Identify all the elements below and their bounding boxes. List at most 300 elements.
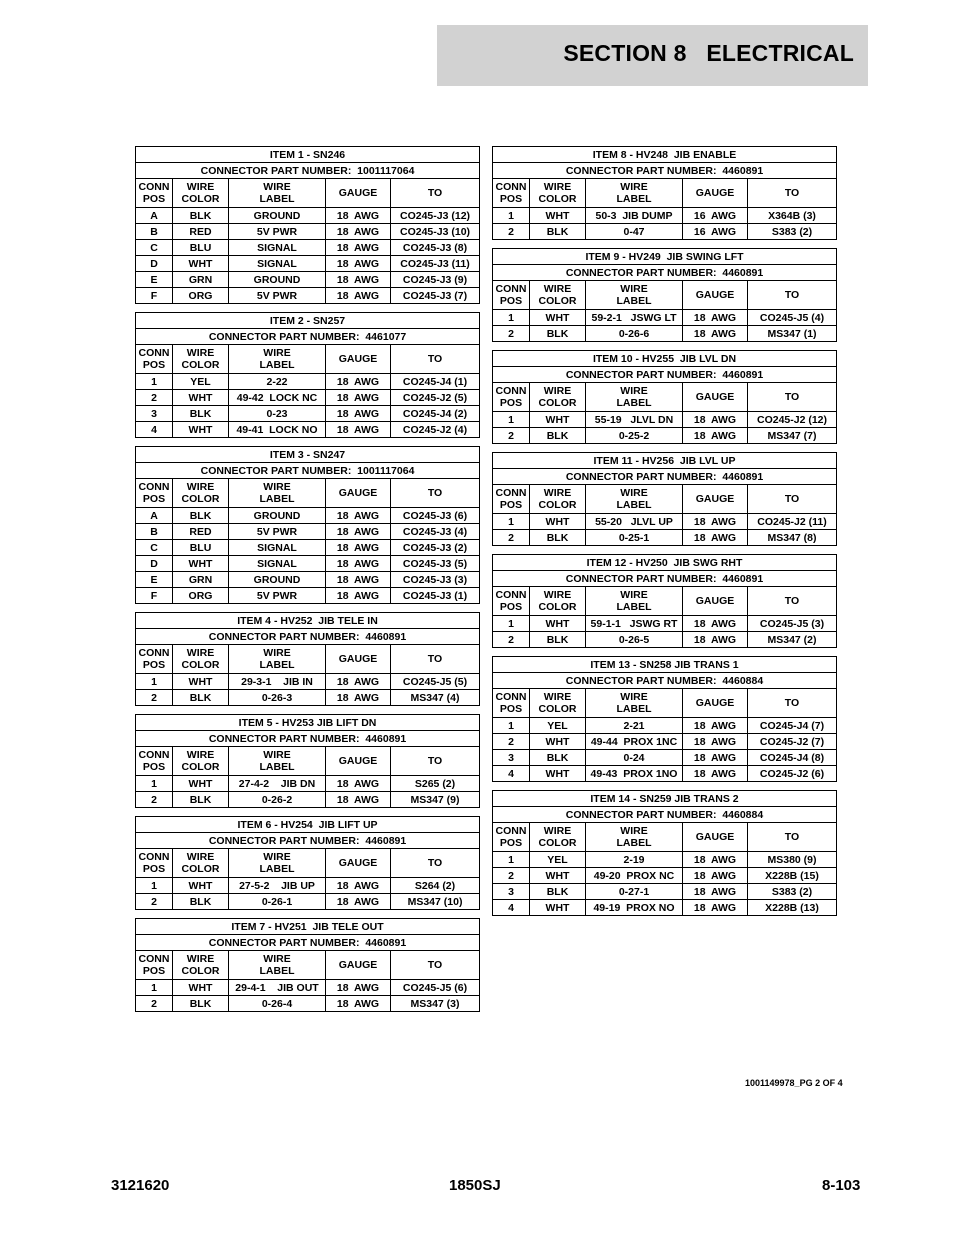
table-title-row [136,919,480,935]
table-title-row [493,351,837,367]
footer-page-number: 8-103 [822,1177,861,1194]
table-title: ITEM 12 - HV250 JIB SWG RHT [493,555,837,571]
table-cell: WHT [530,734,586,750]
table-cell: 2 [136,894,173,910]
table-cell: RED [173,224,229,240]
table-cell: 18 AWG [326,256,391,272]
table-cell: 18 AWG [326,540,391,556]
table-cell: 2 [493,632,530,648]
table-cell: SIGNAL [229,240,326,256]
part-number-row [136,833,480,849]
table-cell: 16 AWG [683,208,748,224]
table-row [493,852,837,868]
table-cell: BLK [530,530,586,546]
column-header: WIRE LABEL [586,587,683,616]
column-header: WIRE COLOR [530,179,586,208]
column-header: TO [748,587,837,616]
table-cell: BLK [173,406,229,422]
table-cell: 55-20 JLVL UP [586,514,683,530]
table-cell: 2-21 [586,718,683,734]
table-cell: BLK [530,224,586,240]
table-title-row [493,147,837,163]
table-cell: 18 AWG [326,776,391,792]
table-row [493,750,837,766]
column-header-row [136,645,480,674]
table-title: ITEM 6 - HV254 JIB LIFT UP [136,817,480,833]
table-cell: 18 AWG [326,390,391,406]
part-number-row [136,463,480,479]
table-title-row [493,657,837,673]
connector-part-number: CONNECTOR PART NUMBER: 4460891 [493,469,837,485]
table-cell: GRN [173,272,229,288]
table-cell: S265 (2) [391,776,480,792]
column-header: WIRE LABEL [229,849,326,878]
table-cell: 2 [493,326,530,342]
column-header: WIRE COLOR [530,281,586,310]
column-header: GAUGE [683,383,748,412]
column-header: CONN POS [136,179,173,208]
table-cell: 0-26-6 [586,326,683,342]
table-cell: SIGNAL [229,540,326,556]
table-cell: 18 AWG [326,224,391,240]
table-row [493,530,837,546]
table-cell: 2 [493,428,530,444]
column-header: CONN POS [493,485,530,514]
connector-part-number: CONNECTOR PART NUMBER: 4460891 [493,367,837,383]
table-cell: 18 AWG [326,588,391,604]
table-cell: CO245-J3 (6) [391,508,480,524]
table-cell: CO245-J4 (1) [391,374,480,390]
column-header: WIRE LABEL [586,689,683,718]
connector-part-number: CONNECTOR PART NUMBER: 1001117064 [136,163,480,179]
table-cell: WHT [530,766,586,782]
table-cell: 18 AWG [683,412,748,428]
part-number-row [136,731,480,747]
table-cell: BLK [530,428,586,444]
table-row [136,422,480,438]
table-cell: 1 [136,878,173,894]
table-cell: CO245-J3 (10) [391,224,480,240]
table-cell: MS347 (7) [748,428,837,444]
table-cell: 18 AWG [326,878,391,894]
table-cell: 4 [493,766,530,782]
table-cell: 2 [136,690,173,706]
table-cell: BLU [173,240,229,256]
table-cell: 18 AWG [326,208,391,224]
table-cell: 0-24 [586,750,683,766]
table-cell: BLK [530,632,586,648]
connector-part-number: CONNECTOR PART NUMBER: 4460891 [493,571,837,587]
table-cell: 5V PWR [229,224,326,240]
table-cell: CO245-J3 (4) [391,524,480,540]
table-cell: MS347 (8) [748,530,837,546]
column-header: TO [391,849,480,878]
table-cell: 18 AWG [683,326,748,342]
column-header: CONN POS [136,645,173,674]
table-cell: WHT [173,556,229,572]
table-cell: 2 [136,996,173,1012]
table-cell: CO245-J5 (6) [391,980,480,996]
column-header: WIRE COLOR [530,383,586,412]
table-row [136,390,480,406]
table-cell: F [136,588,173,604]
table-row [493,326,837,342]
table-cell: 1 [493,616,530,632]
table-cell: GRN [173,572,229,588]
table-cell: CO245-J2 (12) [748,412,837,428]
table-cell: BLK [173,208,229,224]
column-header: GAUGE [683,485,748,514]
table-cell: B [136,224,173,240]
table-cell: 18 AWG [683,310,748,326]
table-cell: X228B (15) [748,868,837,884]
table-cell: 2 [493,734,530,750]
table-cell: 16 AWG [683,224,748,240]
part-number-row [493,367,837,383]
table-row [136,556,480,572]
part-number-row [493,571,837,587]
table-cell: 18 AWG [326,508,391,524]
table-cell: 1 [136,980,173,996]
table-title: ITEM 5 - HV253 JIB LIFT DN [136,715,480,731]
column-header: GAUGE [683,689,748,718]
connector-table [135,612,480,706]
table-title-row [493,555,837,571]
table-cell: 18 AWG [683,530,748,546]
table-cell: WHT [173,422,229,438]
column-header: WIRE LABEL [586,281,683,310]
table-cell: 18 AWG [326,996,391,1012]
column-header-row [493,823,837,852]
table-cell: CO245-J3 (2) [391,540,480,556]
column-header: GAUGE [326,479,391,508]
table-cell: CO245-J2 (7) [748,734,837,750]
table-cell: BLK [173,792,229,808]
table-cell: 18 AWG [326,980,391,996]
table-cell: MS347 (3) [391,996,480,1012]
table-cell: 18 AWG [683,514,748,530]
table-cell: 18 AWG [683,632,748,648]
table-cell: CO245-J5 (4) [748,310,837,326]
column-header: TO [391,479,480,508]
table-row [136,996,480,1012]
table-row [136,878,480,894]
table-cell: 18 AWG [326,288,391,304]
column-header: WIRE LABEL [229,479,326,508]
table-cell: CO245-J3 (3) [391,572,480,588]
table-cell: WHT [530,412,586,428]
column-header: WIRE LABEL [586,485,683,514]
table-row [136,894,480,910]
table-row [136,572,480,588]
table-cell: F [136,288,173,304]
table-cell: 1 [493,412,530,428]
table-cell: 49-41 LOCK NO [229,422,326,438]
table-cell: 18 AWG [683,868,748,884]
connector-part-number: CONNECTOR PART NUMBER: 4460891 [493,265,837,281]
column-header: TO [748,179,837,208]
table-title: ITEM 3 - SN247 [136,447,480,463]
table-cell: 5V PWR [229,524,326,540]
table-cell: 2-19 [586,852,683,868]
table-cell: 1 [493,718,530,734]
column-header: WIRE LABEL [229,345,326,374]
connector-part-number: CONNECTOR PART NUMBER: 4460891 [136,629,480,645]
column-header: CONN POS [493,179,530,208]
table-title: ITEM 10 - HV255 JIB LVL DN [493,351,837,367]
table-row [493,224,837,240]
table-cell: 5V PWR [229,288,326,304]
table-title-row [493,453,837,469]
column-header: CONN POS [136,479,173,508]
column-header: WIRE COLOR [173,345,229,374]
footer-doc-number: 3121620 [111,1177,170,1194]
table-cell: WHT [530,208,586,224]
table-cell: 18 AWG [683,750,748,766]
column-header: CONN POS [493,689,530,718]
table-row [136,588,480,604]
connector-table [135,714,480,808]
table-cell: CO245-J2 (11) [748,514,837,530]
table-title-row [136,817,480,833]
table-title-row [136,147,480,163]
table-cell: BLK [530,326,586,342]
table-cell: E [136,572,173,588]
table-cell: 2 [493,868,530,884]
column-header: CONN POS [136,747,173,776]
connector-table [492,452,837,546]
column-header: TO [391,951,480,980]
table-cell: 0-27-1 [586,884,683,900]
table-title: ITEM 4 - HV252 JIB TELE IN [136,613,480,629]
page-note: 1001149978_PG 2 OF 4 [745,1078,843,1088]
table-row [136,690,480,706]
table-cell: CO245-J3 (12) [391,208,480,224]
column-header: TO [748,383,837,412]
table-cell: CO245-J4 (8) [748,750,837,766]
table-cell: 18 AWG [326,674,391,690]
column-header: TO [391,747,480,776]
column-header: WIRE COLOR [173,951,229,980]
part-number-row [493,673,837,689]
table-row [493,632,837,648]
table-cell: CO245-J2 (5) [391,390,480,406]
table-cell: X228B (13) [748,900,837,916]
table-cell: WHT [530,616,586,632]
column-header: WIRE COLOR [173,645,229,674]
table-row [136,374,480,390]
connector-table [135,312,480,438]
table-cell: D [136,556,173,572]
table-row [493,208,837,224]
column-header: TO [391,645,480,674]
table-cell: 59-1-1 JSWG RT [586,616,683,632]
part-number-row [493,163,837,179]
column-header: GAUGE [683,587,748,616]
table-cell: WHT [530,514,586,530]
column-header-row [493,689,837,718]
column-header: WIRE LABEL [586,179,683,208]
table-cell: 27-4-2 JIB DN [229,776,326,792]
table-row [136,256,480,272]
table-cell: BLK [530,750,586,766]
table-cell: 1 [493,514,530,530]
table-cell: WHT [173,390,229,406]
table-cell: B [136,524,173,540]
table-row [493,616,837,632]
table-cell: WHT [173,980,229,996]
table-cell: 49-43 PROX 1NO [586,766,683,782]
table-cell: 0-26-3 [229,690,326,706]
column-header: GAUGE [326,645,391,674]
table-row [493,734,837,750]
table-cell: YEL [530,718,586,734]
table-cell: BLK [173,508,229,524]
table-cell: 49-44 PROX 1NC [586,734,683,750]
table-cell: GROUND [229,272,326,288]
connector-table [492,146,837,240]
column-header: GAUGE [326,747,391,776]
column-header-row [136,951,480,980]
table-row [493,310,837,326]
table-row [136,540,480,556]
column-header: GAUGE [326,179,391,208]
connector-part-number: CONNECTOR PART NUMBER: 4460884 [493,807,837,823]
table-cell: CO245-J3 (1) [391,588,480,604]
table-cell: 18 AWG [683,900,748,916]
table-cell: MS347 (10) [391,894,480,910]
column-header-row [136,747,480,776]
connector-table [492,350,837,444]
table-cell: C [136,540,173,556]
column-header: WIRE COLOR [530,587,586,616]
table-cell: WHT [173,674,229,690]
table-row [493,718,837,734]
table-cell: 18 AWG [683,428,748,444]
table-cell: SIGNAL [229,556,326,572]
table-cell: 0-26-4 [229,996,326,1012]
column-header: TO [748,485,837,514]
table-cell: GROUND [229,572,326,588]
table-cell: CO245-J4 (7) [748,718,837,734]
table-cell: GROUND [229,508,326,524]
table-cell: S264 (2) [391,878,480,894]
column-header: WIRE LABEL [229,747,326,776]
part-number-row [136,329,480,345]
column-header-row [493,179,837,208]
table-cell: 27-5-2 JIB UP [229,878,326,894]
table-row [136,208,480,224]
table-cell: 1 [493,310,530,326]
table-cell: 0-23 [229,406,326,422]
connector-part-number: CONNECTOR PART NUMBER: 4460884 [493,673,837,689]
table-title: ITEM 14 - SN259 JIB TRANS 2 [493,791,837,807]
column-header-row [136,179,480,208]
column-header: GAUGE [326,345,391,374]
table-cell: 18 AWG [326,374,391,390]
column-header: CONN POS [136,849,173,878]
section-header-band [437,25,868,86]
table-cell: 2 [136,390,173,406]
section-title: SECTION 8 ELECTRICAL [563,40,854,66]
table-cell: ORG [173,588,229,604]
table-cell: 18 AWG [326,422,391,438]
column-header: TO [748,689,837,718]
column-header-row [136,849,480,878]
table-cell: S383 (2) [748,884,837,900]
table-cell: BLU [173,540,229,556]
table-row [136,240,480,256]
table-title-row [136,447,480,463]
column-header: CONN POS [493,587,530,616]
table-cell: CO245-J5 (3) [748,616,837,632]
table-row [493,766,837,782]
table-cell: RED [173,524,229,540]
column-header: WIRE COLOR [530,689,586,718]
table-cell: 1 [136,776,173,792]
part-number-row [493,807,837,823]
column-header: TO [391,345,480,374]
table-cell: 0-25-2 [586,428,683,444]
column-header: WIRE COLOR [530,823,586,852]
column-header-row [493,383,837,412]
table-title: ITEM 9 - HV249 JIB SWING LFT [493,249,837,265]
table-cell: 49-42 LOCK NC [229,390,326,406]
connector-part-number: CONNECTOR PART NUMBER: 4460891 [136,731,480,747]
table-cell: WHT [530,310,586,326]
table-cell: BLK [173,894,229,910]
table-cell: YEL [173,374,229,390]
table-title-row [136,313,480,329]
table-cell: 29-4-1 JIB OUT [229,980,326,996]
table-row [136,224,480,240]
column-header: GAUGE [326,951,391,980]
table-title-row [493,249,837,265]
column-header: CONN POS [493,281,530,310]
column-header: GAUGE [683,179,748,208]
table-cell: SIGNAL [229,256,326,272]
table-title: ITEM 7 - HV251 JIB TELE OUT [136,919,480,935]
column-header: CONN POS [493,383,530,412]
table-cell: 49-20 PROX NC [586,868,683,884]
table-cell: X364B (3) [748,208,837,224]
table-cell: ORG [173,288,229,304]
connector-table [135,816,480,910]
column-header: CONN POS [136,345,173,374]
table-cell: E [136,272,173,288]
connector-table [492,248,837,342]
table-cell: 2 [493,224,530,240]
column-header: WIRE LABEL [229,179,326,208]
table-cell: 50-3 JIB DUMP [586,208,683,224]
table-cell: 0-26-2 [229,792,326,808]
connector-part-number: CONNECTOR PART NUMBER: 4460891 [493,163,837,179]
connector-part-number: CONNECTOR PART NUMBER: 4461077 [136,329,480,345]
column-header: WIRE COLOR [173,179,229,208]
table-cell: 0-26-1 [229,894,326,910]
part-number-row [136,629,480,645]
column-header: TO [748,823,837,852]
column-header-row [493,587,837,616]
table-cell: 2 [493,530,530,546]
table-cell: 49-19 PROX NO [586,900,683,916]
column-header-row [136,345,480,374]
table-cell: 18 AWG [326,406,391,422]
connector-part-number: CONNECTOR PART NUMBER: 4460891 [136,935,480,951]
column-header: WIRE COLOR [173,747,229,776]
table-row [136,776,480,792]
left-table-column [135,146,479,1020]
